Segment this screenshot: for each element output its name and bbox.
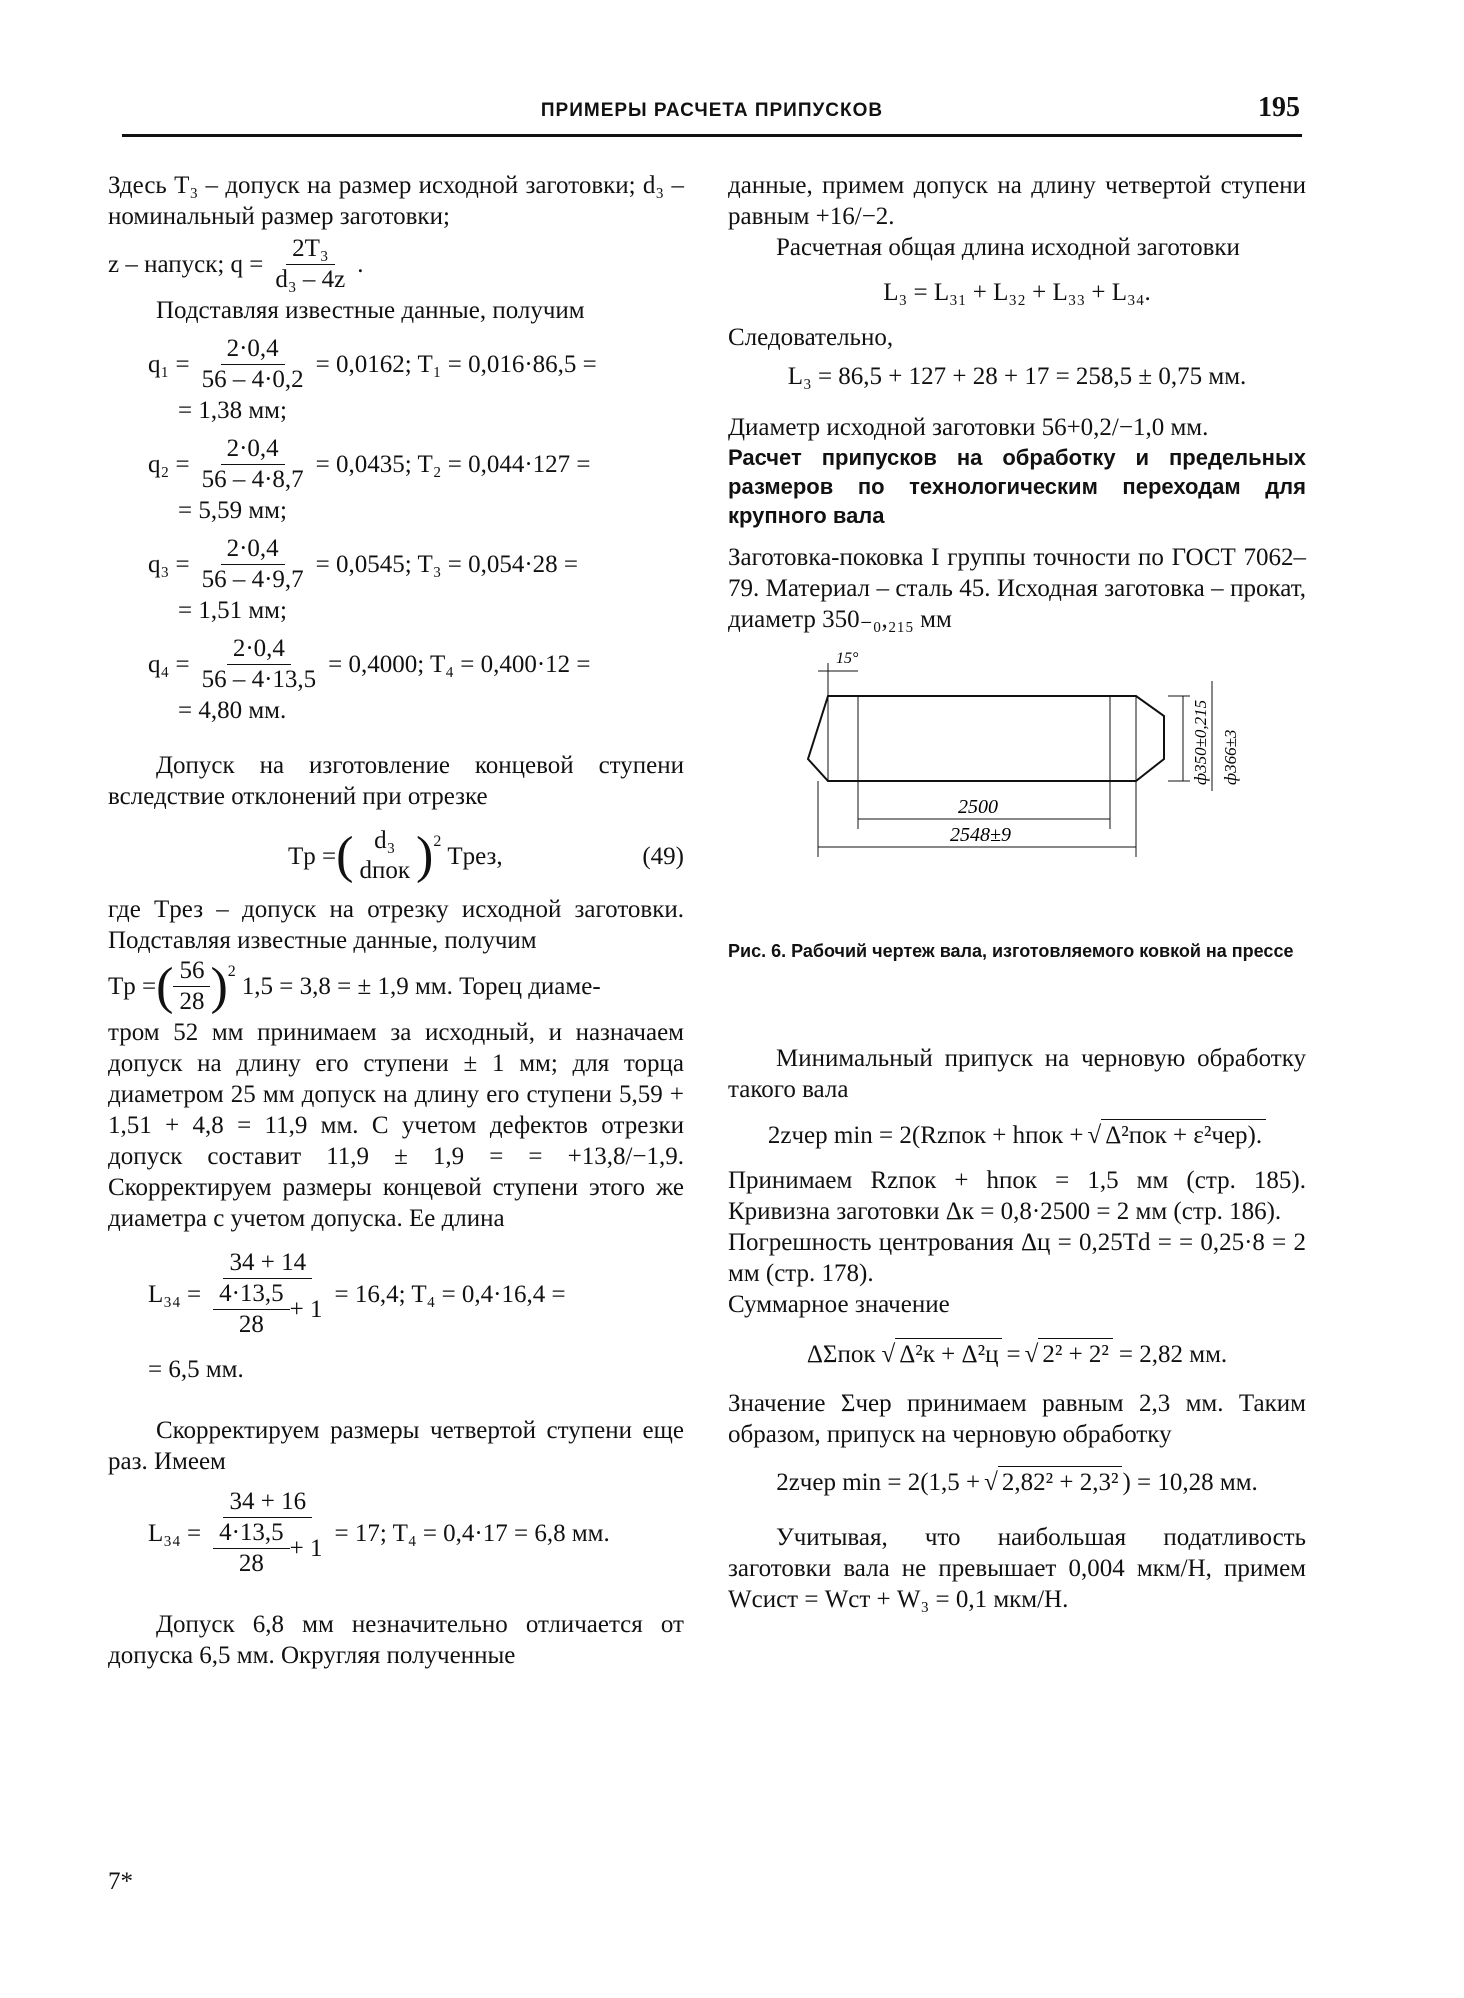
equation-number: (49): [642, 842, 684, 870]
figure-caption: Рис. 6. Рабочий чертеж вала, изготовляемого ковкой на прессе: [728, 941, 1294, 961]
right-column: [728, 170, 1306, 1615]
q-equation: q₄ = $\frac{2\cdot 0,4}{56 - 4\cdot 13,5}$ = 0,4000; T₄ = 0,400·12 =: [148, 635, 591, 693]
formula-l34-a: L₃₄ = 34 + 14 4·13,5 28 + 1 = 16,4; T₄ = 0,4·16,4 =: [148, 1249, 566, 1338]
paragraph: Расчетная общая длина исходной заготовки: [776, 234, 1240, 261]
formula-delta-sum: ΔΣпок √ Δ²к + Δ²ц = √ 2² + 2² = 2,82 мм.: [728, 1338, 1306, 1370]
q-equation: q₂ = $\frac{2\cdot 0,4}{56 - 4\cdot 8,7}$ = 0,0435; T₂ = 0,044·127 =: [148, 435, 591, 493]
paragraph: Принимаем Rzпок + hпок = 1,5 мм (стр. 185). Кривизна заготовки Δк = 0,8·2500 = 2 мм (стр. 186).: [728, 1167, 1306, 1225]
section-heading: Расчет припусков на обработку и предельных размеров по технологическим переходам для крупного вала: [728, 445, 1306, 528]
signature-mark: 7*: [108, 1868, 133, 1895]
result: = 4,80 мм.: [178, 697, 287, 724]
paragraph: тром 52 мм принимаем за исходный, и назначаем допуск на длину его ступени ± 1 мм; для торца диаметром 25 мм допуск на длину его ступени 5,59 + 1,51 + 4,8 = 11,9 мм. С учетом дефектов отрезки допуск составит 11,9 ± 1,9 = = +13,8/−1,9. Скорректируем размеры концевой ступени этого же диаметра с учетом допуска. Ее длина: [108, 1019, 684, 1232]
running-header: [122, 94, 1302, 137]
page-number: 195: [1258, 92, 1300, 123]
diameter-label: ф350±0,215: [1191, 699, 1210, 785]
paragraph: Минимальный припуск на черновую обработку такого вала: [728, 1045, 1306, 1103]
formula-l3-value: L₃ = 86,5 + 127 + 28 + 17 = 258,5 ± 0,75 мм.: [787, 363, 1247, 390]
paragraph: Диаметр исходной заготовки 56+0,2/−1,0 мм.: [728, 414, 1209, 441]
running-title: ПРИМЕРЫ РАСЧЕТА ПРИПУСКОВ: [540, 100, 884, 121]
formula-q: z – напуск; q = $\frac{\text{2T₃}}{\text{d₃ – 4z}}$ .: [108, 235, 364, 293]
paragraph: Допуск на изготовление концевой ступени вследствие отклонений при отрезке: [108, 752, 684, 810]
result: = 1,38 мм;: [178, 397, 287, 424]
paragraph: Здесь T₃ – допуск на размер исходной заготовки; d₃ – номинальный размер заготовки;: [108, 172, 684, 230]
formula-49: Tр = ( d₃ dпок ) $^2$ Tрез, (49): [288, 827, 684, 884]
left-column: [108, 170, 684, 1671]
paragraph: Суммарное значение: [728, 1291, 950, 1318]
paragraph: Скорректируем размеры четвертой ступени еще раз. Имеем: [108, 1417, 684, 1475]
paragraph: Следовательно,: [728, 324, 894, 351]
shaft-outline: [808, 696, 1164, 781]
diameter-label: ф366±3: [1221, 729, 1240, 785]
length-label: 2500: [958, 796, 998, 818]
q-equation: q₃ = $\frac{2\cdot 0,4}{56 - 4\cdot 9,7}$ = 0,0545; T₃ = 0,054·28 =: [148, 535, 579, 593]
formula-l3: L₃ = L₃₁ + L₃₂ + L₃₃ + L₃₄.: [883, 279, 1151, 306]
paragraph: Значение Σчер принимаем равным 2,3 мм. Таким образом, припуск на черновую обработку: [728, 1390, 1306, 1448]
paragraph: Погрешность центрования Δц = 0,25Td = = 0,25·8 = 2 мм (стр. 178).: [728, 1229, 1306, 1287]
result: = 6,5 мм.: [148, 1356, 244, 1383]
result: = 1,51 мм;: [178, 597, 287, 624]
q-equation: q₁ = $\frac{2\cdot 0,4}{56 - 4\cdot 0,2}$ = 0,0162; T₁ = 0,016·86,5 =: [148, 335, 597, 393]
paragraph: Заготовка-поковка I группы точности по ГОСТ 7062–79. Материал – сталь 45. Исходная заготовка – прокат, диаметр 350₋₀,₂₁₅ мм: [728, 544, 1306, 633]
paragraph: Подставляя известные данные, получим: [156, 297, 585, 324]
formula-l34-b: L₃₄ = 34 + 16 4·13,5 28 + 1 = 17; T₄ = 0,4·17 = 6,8 мм.: [148, 1488, 610, 1577]
result: = 5,59 мм;: [178, 497, 287, 524]
paragraph: Учитывая, что наибольшая податливость заготовки вала не превышает 0,004 мкм/Н, примем Wсист = Wст + W₃ = 0,1 мкм/Н.: [728, 1524, 1306, 1613]
paragraph: где Tрез – допуск на отрезку исходной заготовки. Подставляя известные данные, получим: [108, 896, 684, 954]
length-label: 2548±9: [950, 824, 1011, 846]
formula-2z: 2zчер min = 2(Rzпок + hпок + √ Δ²пок + ε²чер).: [728, 1119, 1306, 1151]
formula-2z-value: 2zчер min = 2(1,5 + √ 2,82² + 2,3² ) = 10,28 мм.: [728, 1466, 1306, 1498]
formula-tp: Tр = ( 56 28 ) $^2$ 1,5 = 3,8 = ± 1,9 мм. Торец диаме-: [108, 957, 601, 1015]
paragraph: данные, примем допуск на длину четвертой ступени равным +16/−2.: [728, 172, 1306, 230]
q-equations: [108, 334, 684, 726]
paragraph: Допуск 6,8 мм незначительно отличается от допуска 6,5 мм. Округляя полученные: [108, 1611, 684, 1669]
angle-label: 15°: [836, 650, 859, 667]
shaft-drawing: [728, 641, 1306, 931]
